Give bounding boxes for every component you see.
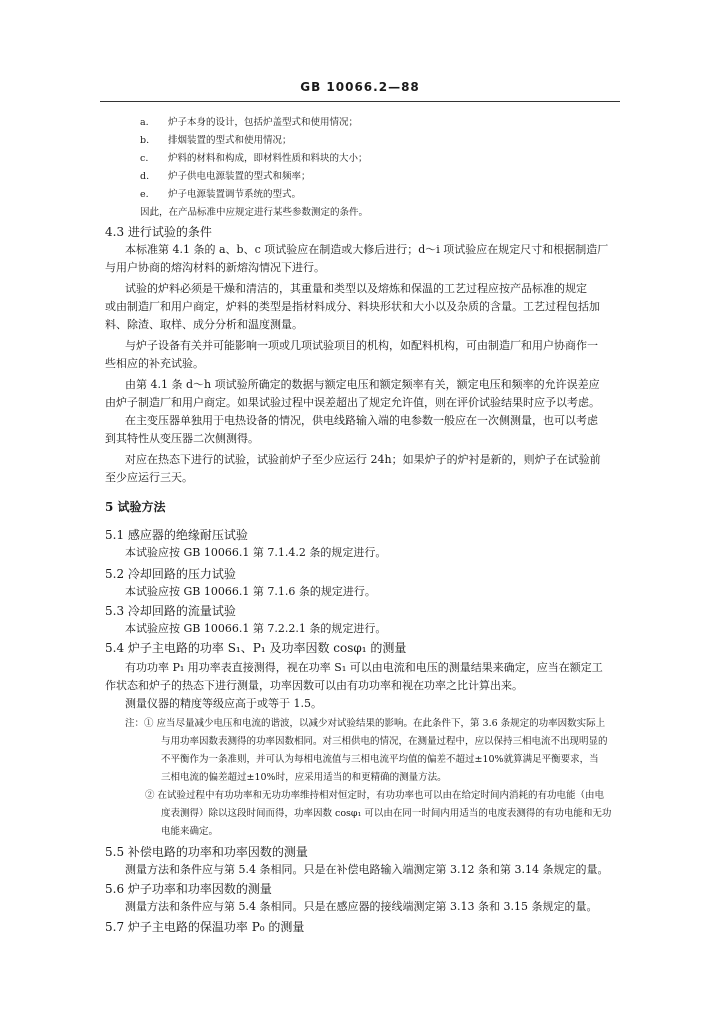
section-4-3-title: 4.3 进行试验的条件: [105, 225, 212, 239]
paragraph-line: 本标准第 4.1 条的 a、b、c 项试验应在制造或大修后进行；d～i 项试验应在规定尺寸和根据制造厂: [125, 243, 609, 256]
note-line: 与用功率因数表测得的功率因数相同。对三相供电的情况，在测量过程中，应以保持三相电流不出现明显的: [161, 736, 608, 747]
section-5-5-title: 5.5 补偿电路的功率和功率因数的测量: [105, 845, 308, 859]
section-5-3-title: 5.3 冷却回路的流量试验: [105, 604, 236, 618]
standard-number-header: GB 10066.2—88: [300, 80, 420, 94]
paragraph-line: 些相应的补充试验。: [105, 357, 204, 370]
paragraph-line: 由第 4.1 条 d～h 项试验所确定的数据与额定电压和额定频率有关，额定电压和频率的允许误差应: [125, 378, 600, 391]
paragraph-line: 或由制造厂和用户商定，炉料的类型是指材料成分、料块形状和大小以及杂质的含量。工艺过程包括加: [105, 300, 600, 313]
paragraph-line: 测量仪器的精度等级应高于或等于 1.5。: [125, 697, 322, 710]
paragraph-line: 本试验应按 GB 10066.1 第 7.1.6 条的规定进行。: [125, 585, 376, 598]
section-5-7-title: 5.7 炉子主电路的保温功率 P₀ 的测量: [105, 920, 305, 934]
list-conclusion: 因此，在产品标准中应规定进行某些参数测定的条件。: [140, 207, 369, 218]
paragraph-line: 本试验应按 GB 10066.1 第 7.1.4.2 条的规定进行。: [125, 546, 387, 559]
paragraph-line: 测量方法和条件应与第 5.4 条相同。只是在感应器的接线端测定第 3.13 条和 3.15 条规定的量。: [125, 900, 598, 913]
paragraph-line: 与用户协商的熔沟材料的新熔沟情况下进行。: [105, 261, 325, 274]
list-marker: e.: [140, 189, 149, 200]
list-marker: a.: [140, 117, 149, 128]
section-5-1-title: 5.1 感应器的绝缘耐压试验: [105, 528, 248, 542]
paragraph-line: 料、除渣、取样、成分分析和温度测量。: [105, 318, 303, 331]
note-line: 三相电流的偏差超过±10%时，应采用适当的和更精确的测量方法。: [161, 772, 447, 783]
paragraph-line: 至少应运行三天。: [105, 471, 193, 484]
section-5-6-title: 5.6 炉子功率和功率因数的测量: [105, 882, 272, 896]
note-line: 不平衡作为一条准则，并可认为每相电流值与三相电流平均值的偏差不超过±10%就算满足平衡要求，当: [161, 754, 599, 765]
list-item: 炉子本身的设计，包括炉盖型式和使用情况；: [168, 117, 359, 128]
paragraph-line: 测量方法和条件应与第 5.4 条相同。只是在补偿电路输入端测定第 3.12 条和第 3.14 条规定的量。: [125, 863, 609, 876]
paragraph-line: 到其特性从变压器二次侧测得。: [105, 432, 259, 445]
list-marker: b.: [140, 135, 150, 146]
list-item: 炉子电源装置调节系统的型式。: [168, 189, 302, 200]
note-line: 电能来确定。: [161, 826, 219, 837]
paragraph-line: 对应在热态下进行的试验，试验前炉子至少应运行 24h；如果炉子的炉衬是新的，则炉子在试验前: [125, 453, 601, 466]
section-5-2-title: 5.2 冷却回路的压力试验: [105, 567, 236, 581]
list-item: 排烟装置的型式和使用情况；: [168, 135, 292, 146]
note-line: 注：① 应当尽量减少电压和电流的谐波，以减少对试验结果的影响。在此条件下，第 3.6 条规定的功率因数实际上: [125, 718, 606, 729]
note-line: 度表测得）除以这段时间而得，功率因数 cosφ₁ 可以由在同一时间内用适当的电度表测得的有功电能和无功: [161, 808, 612, 819]
paragraph-line: 本试验应按 GB 10066.1 第 7.2.2.1 条的规定进行。: [125, 622, 387, 635]
paragraph-line: 由炉子制造厂和用户商定。如果试验过程中误差超出了规定允许值，则在评价试验结果时应予以考虑。: [105, 396, 600, 409]
paragraph-line: 作状态和炉子的热态下进行测量，功率因数可以由有功功率和视在功率之比计算出来。: [105, 679, 523, 692]
section-5-title: 5 试验方法: [105, 500, 166, 514]
list-marker: c.: [140, 153, 149, 164]
list-marker: d.: [140, 171, 150, 182]
paragraph-line: 在主变压器单独用于电热设备的情况，供电线路输入端的电参数一般应在一次侧测量，也可以考虑: [125, 414, 598, 427]
section-5-4-title: 5.4 炉子主电路的功率 S₁、P₁ 及功率因数 cosφ₁ 的测量: [105, 641, 407, 655]
note-line: ② 在试验过程中有功功率和无功功率维持相对恒定时，有功功率也可以由在给定时间内消耗的有功电能（由电: [145, 790, 605, 801]
header-rule: [100, 101, 620, 102]
paragraph-line: 与炉子设备有关并可能影响一项或几项试验项目的机构，如配料机构，可由制造厂和用户协商作一: [125, 339, 598, 352]
list-item: 炉料的材料和构成，即材料性质和料块的大小；: [168, 153, 368, 164]
paragraph-line: 有功功率 P₁ 用功率表直接测得，视在功率 S₁ 可以由电流和电压的测量结果来确定，应当在额定工: [125, 661, 603, 674]
list-item: 炉子供电电源装置的型式和频率；: [168, 171, 311, 182]
paragraph-line: 试验的炉料必须是干燥和清洁的，其重量和类型以及熔炼和保温的工艺过程应按产品标准的规定: [125, 282, 587, 295]
